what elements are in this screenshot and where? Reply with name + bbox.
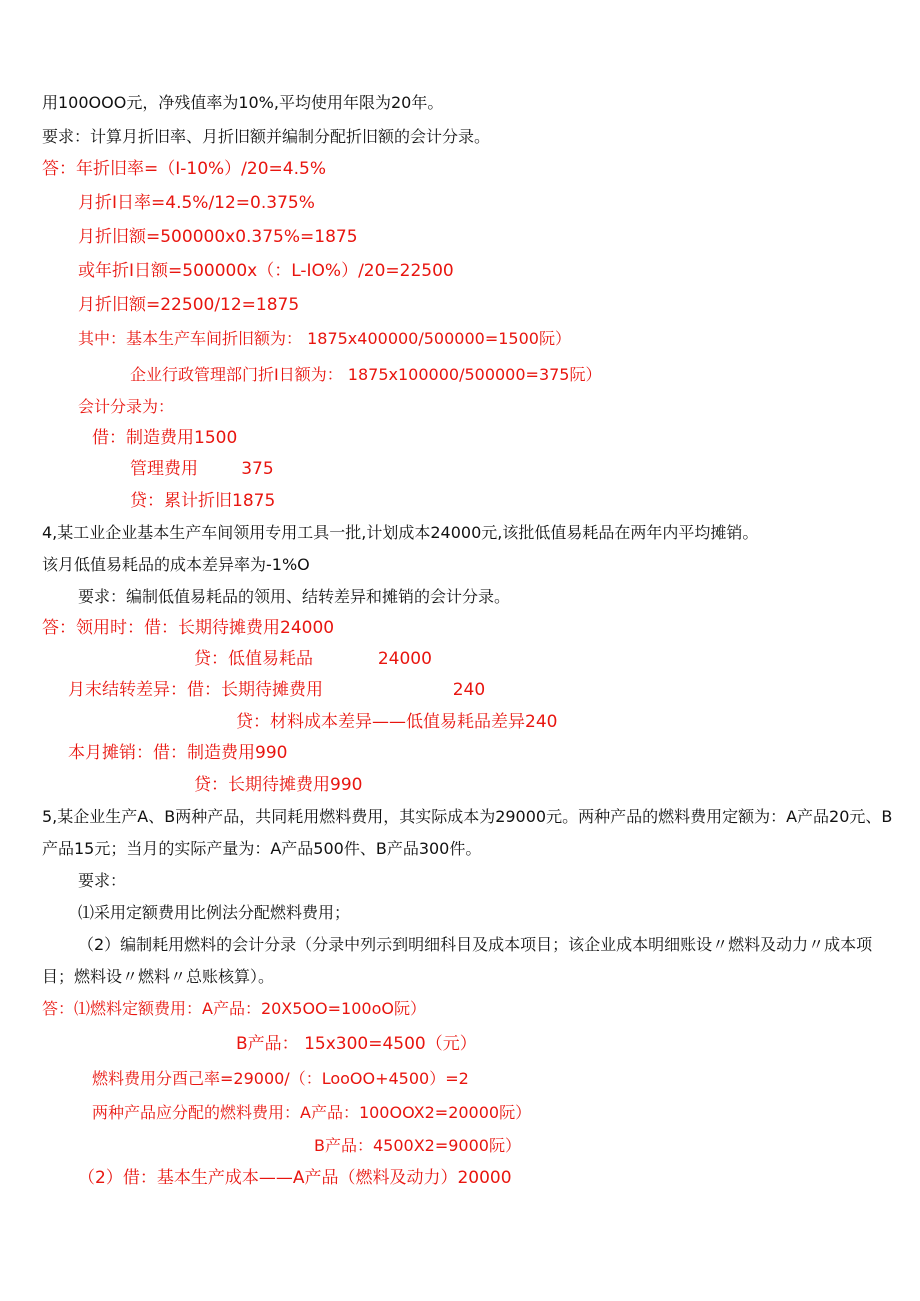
answer-line-10: 会计分录为： [78, 397, 175, 416]
answer-line-17: 答：领用时：借：长期待摊费用24000 [42, 618, 335, 638]
answer-line-21: 本月摊销：借：制造费用990 [68, 743, 288, 763]
text-line-26: ⑴采用定额费用比例法分配燃料费用； [78, 903, 351, 922]
text-line-14: 4,某工业企业基本生产车间领用专用工具一批,计划成本24000元,该批低值易耗品在两年内平均摊销。 [42, 523, 759, 542]
answer-line-30: B产品： 15x300=4500（元） [236, 1034, 477, 1054]
answer-line-33: B产品：4500X2=9000阮） [314, 1136, 521, 1155]
answer-line-18: 贷：低值易耗品 24000 [194, 649, 432, 669]
text-line-25: 要求： [78, 871, 127, 890]
answer-line-22: 贷：长期待摊费用990 [194, 775, 363, 795]
answer-line-13: 贷：累计折旧1875 [130, 491, 276, 511]
text-line-23: 5,某企业生产A、B两种产品，共同耗用燃料费用，其实际成本为29000元。两种产品的燃料费用定额为：A产品20元、B [42, 807, 893, 826]
answer-line-6: 或年折I日额=500000x（：L-IO%）∕20=22500 [78, 261, 454, 281]
text-line-27: （2）编制耗用燃料的会计分录（分录中列示到明细科目及成本项目；该企业成本明细账设〃燃料及动力〃成本项 [78, 935, 873, 954]
answer-line-34: （2）借：基本生产成本——A产品（燃料及动力）20000 [78, 1168, 512, 1188]
answer-line-31: 燃料费用分酉己率=29000/（：LooOO+4500）=2 [92, 1069, 469, 1088]
answer-line-29: 答：⑴燃料定额费用：A产品：20X5OO=100oO阮） [42, 999, 426, 1018]
answer-line-19: 月末结转差异：借：长期待摊费用 240 [68, 680, 486, 700]
answer-line-5: 月折旧额=500000x0.375%=1875 [78, 227, 358, 247]
text-line-24: 产品15元；当月的实际产量为：A产品500件、B产品300件。 [42, 839, 482, 858]
answer-line-20: 贷：材料成本差异——低值易耗品差异240 [236, 712, 558, 732]
text-line-1: 用100OOO元，净残值率为10%,平均使用年限为20年。 [42, 93, 444, 112]
answer-line-32: 两种产品应分配的燃料费用：A产品：100OOX2=20000阮） [92, 1103, 532, 1122]
answer-line-9: 企业行政管理部门折I日额为： 1875x100000/500000=375阮） [130, 365, 602, 384]
answer-line-4: 月折I日率=4.5%∕12=0.375% [78, 193, 315, 213]
answer-line-12: 管理费用 375 [130, 459, 274, 479]
answer-line-11: 借：制造费用1500 [92, 428, 238, 448]
text-line-2: 要求：计算月折旧率、月折旧额并编制分配折旧额的会计分录。 [42, 127, 491, 146]
text-line-15: 该月低值易耗品的成本差异率为-1%O [42, 555, 310, 574]
text-line-28: 目；燃料设〃燃料〃总账核算）。 [42, 967, 275, 986]
answer-line-3: 答：年折旧率=（I-10%）∕20=4.5% [42, 159, 326, 179]
text-line-16: 要求：编制低值易耗品的领用、结转差异和摊销的会计分录。 [78, 587, 511, 606]
answer-line-8: 其中：基本生产车间折旧额为： 1875x400000/500000=1500阮） [78, 329, 571, 348]
answer-line-7: 月折旧额=22500/12=1875 [78, 295, 300, 315]
